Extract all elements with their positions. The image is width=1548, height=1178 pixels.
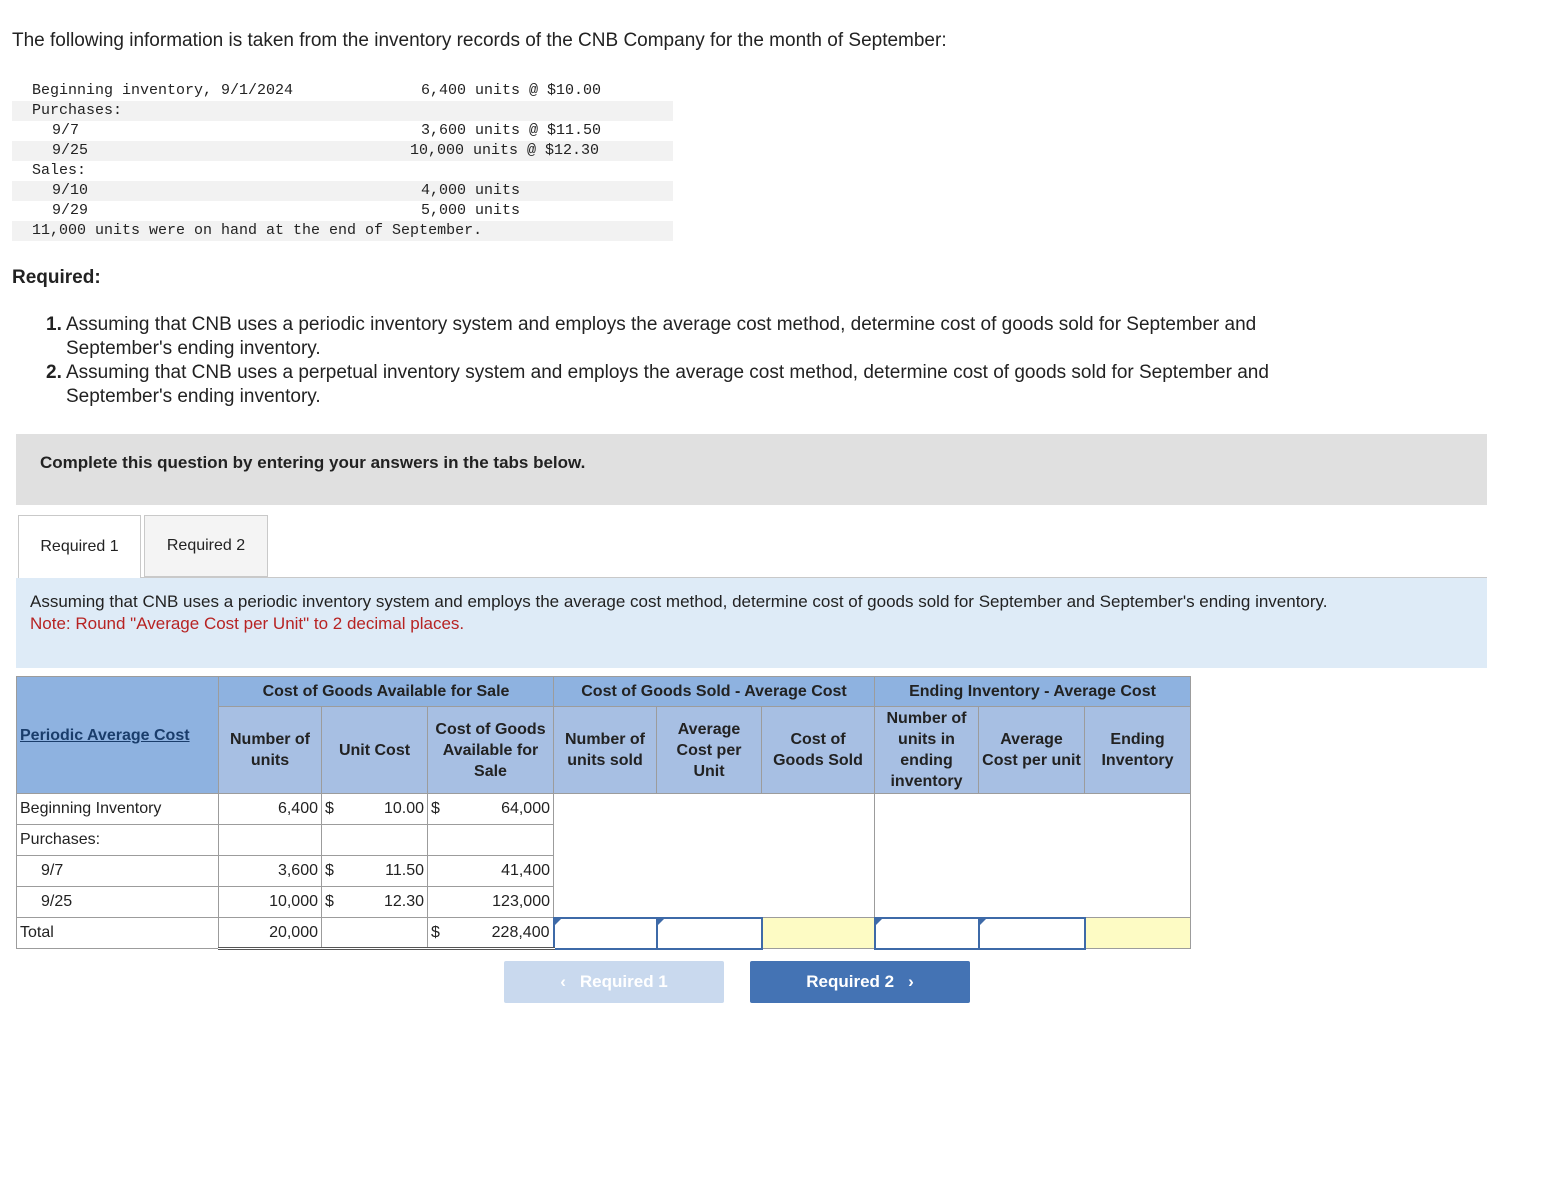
unit-cost-cell [322,918,428,949]
unit-cost-cell [322,825,428,856]
records-value: 4,000 units [421,182,521,199]
empty-cell [875,794,1191,918]
next-required-button[interactable]: Required 2 › [750,961,970,1003]
column-header: Number of units sold [554,707,657,794]
tab-instructions [16,578,1487,668]
records-value: 6,400 units @ $10.00 [421,82,602,99]
records-label: 9/29 [52,202,89,219]
column-header: Ending Inventory [1085,707,1191,794]
records-row [12,221,673,241]
chevron-left-icon: ‹ [560,972,566,991]
records-value: 3,600 units @ $11.50 [421,122,602,139]
row-label: Beginning Inventory [17,794,219,825]
total-cost-cell: 123,000 [428,887,554,918]
instruction-note: Note: Round "Average Cost per Unit" to 2 decimal places. [30,614,465,633]
records-row [12,181,673,201]
records-label: 9/10 [52,182,89,199]
required-item-number: 2. [46,362,62,383]
required-heading: Required: [12,267,101,288]
tab-required-1[interactable]: Required 1 [18,515,141,578]
instructions-banner [16,434,1487,505]
records-label: Sales: [32,162,87,179]
required-item [46,361,1276,409]
ending-inventory-cell [1085,918,1191,949]
group-header: Cost of Goods Sold - Average Cost [554,677,875,707]
total-cost-cell [428,825,554,856]
column-header: Cost of Goods Sold [762,707,875,794]
records-row [12,161,673,181]
prev-required-button[interactable]: ‹ Required 1 [504,961,724,1003]
total-cost-cell: $ 228,400 [428,918,554,949]
row-label: 9/7 [17,856,219,887]
records-row [12,141,673,161]
column-header: Number of units in ending inventory [875,707,979,794]
total-cost-cell: 41,400 [428,856,554,887]
records-row [12,121,673,141]
records-row [12,81,673,101]
banner-text: Complete this question by entering your answers in the tabs below. [40,453,586,472]
column-header: Average Cost per Unit [657,707,762,794]
inventory-records [12,81,673,241]
units-cell: 6,400 [219,794,322,825]
row-label: Purchases: [17,825,219,856]
records-label: Beginning inventory, 9/1/2024 [32,82,294,99]
unit-cost-cell: $ 11.50 [322,856,428,887]
empty-cell [554,794,875,918]
units-cell: 20,000 [219,918,322,949]
required-item-text: Assuming that CNB uses a periodic inventory system and employs the average cost method, determine cost of goods sold for September and September's ending inventory. [66,314,1257,359]
table-row [17,794,1191,825]
tab-required-2[interactable]: Required 2 [144,515,268,577]
total-cost-cell: $ 64,000 [428,794,554,825]
instruction-text: Assuming that CNB uses a periodic inventory system and employs the average cost method, determine cost of goods sold for September and September's ending inventory. [30,592,1328,611]
units-cell: 3,600 [219,856,322,887]
column-header: Unit Cost [322,707,428,794]
unit-cost-cell: $ 12.30 [322,887,428,918]
column-header: Cost of Goods Available for Sale [428,707,554,794]
units-cell [219,825,322,856]
periodic-average-cost-table [16,676,1191,950]
units-sold-input[interactable] [554,918,657,949]
column-header: Number of units [219,707,322,794]
records-row [12,101,673,121]
unit-cost-cell: $ 10.00 [322,794,428,825]
column-header: Average Cost per unit [979,707,1085,794]
records-label: 11,000 units were on hand at the end of September. [32,222,483,239]
records-value: 5,000 units [421,202,521,219]
periodic-average-cost-link[interactable]: Periodic Average Cost [20,726,190,744]
cogs-avg-cost-input[interactable] [657,918,762,949]
records-value: 10,000 units @ $12.30 [410,142,600,159]
row-label: 9/25 [17,887,219,918]
table-row [17,918,1191,949]
units-cell: 10,000 [219,887,322,918]
required-list [46,313,1276,409]
intro-text: The following information is taken from the inventory records of the CNB Company for the month of September: [12,30,947,51]
table-corner-header [17,677,219,794]
records-label: Purchases: [32,102,123,119]
group-header: Cost of Goods Available for Sale [219,677,554,707]
required-item-number: 1. [46,314,62,335]
ending-units-input[interactable] [875,918,979,949]
records-row [12,201,673,221]
records-label: 9/25 [52,142,89,159]
row-label: Total [17,918,219,949]
records-label: 9/7 [52,122,80,139]
chevron-right-icon: › [908,972,914,991]
ending-avg-cost-input[interactable] [979,918,1085,949]
cost-of-goods-sold-cell [762,918,875,949]
group-header: Ending Inventory - Average Cost [875,677,1191,707]
required-item-text: Assuming that CNB uses a perpetual inventory system and employs the average cost method, determine cost of goods sold for September and September's ending inventory. [66,362,1269,407]
required-item [46,313,1276,361]
